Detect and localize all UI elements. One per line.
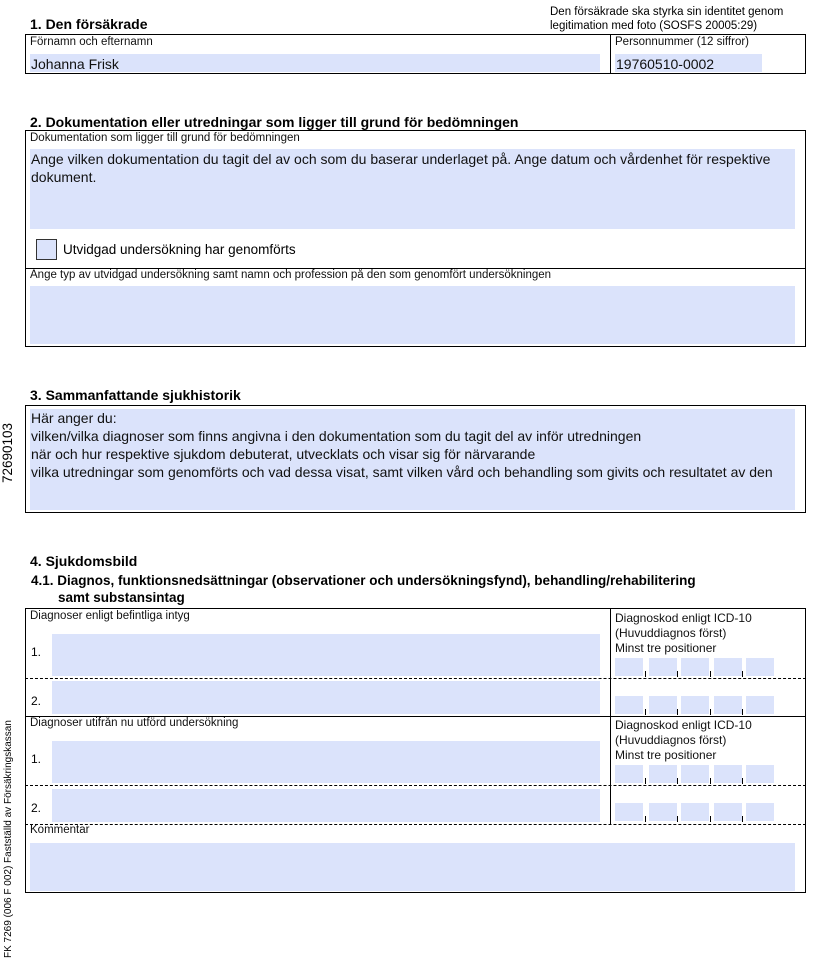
icd-code-cell[interactable]	[681, 696, 709, 714]
comment-label: Kommentar	[30, 824, 90, 836]
history-line-2: vilken/vilka diagnoser som finns angivna i den dokumentation som du tagit del av inför utredningen	[31, 428, 642, 444]
icd-code-cell[interactable]	[649, 696, 677, 714]
icd-code-cell[interactable]	[746, 765, 774, 783]
form-footer: FK 7269 (006 F 002) Fastställd av Försäkringskassan	[3, 720, 14, 958]
icd-code-cell[interactable]	[746, 803, 774, 821]
section-3-title: 3. Sammanfattande sjukhistorik	[30, 387, 241, 403]
new-diagnosis-1-field[interactable]	[52, 741, 600, 783]
row-number: 1.	[31, 752, 42, 766]
extended-exam-checkbox[interactable]	[36, 239, 57, 260]
icd-code-cell[interactable]	[649, 765, 677, 783]
icd-label-new: Diagnoskod enligt ICD-10 (Huvuddiagnos först) Minst tre positioner	[615, 718, 752, 762]
name-field[interactable]: Johanna Frisk	[30, 54, 600, 72]
icd-code-cell[interactable]	[649, 803, 677, 821]
personnummer-label: Personnummer (12 siffror)	[615, 36, 749, 48]
extended-exam-details-field[interactable]	[30, 286, 795, 344]
history-line-4: vilka utredningar som genomförts och vad dessa visat, samt vilken vård och behandling som givits och resultatet av den	[31, 464, 773, 480]
icd-code-cell[interactable]	[615, 803, 643, 821]
medical-history-field[interactable]	[30, 409, 795, 510]
section-4-1-title-cont: samt substansintag	[58, 590, 185, 605]
icd-code-cell[interactable]	[714, 696, 742, 714]
personnummer-field[interactable]: 19760510-0002	[615, 54, 762, 72]
row-number: 2.	[31, 801, 42, 815]
icd-code-cell[interactable]	[714, 803, 742, 821]
icd-label-existing: Diagnoskod enligt ICD-10 (Huvuddiagnos först) Minst tre positioner	[615, 611, 752, 655]
new-diagnoses-label: Diagnoser utifrån nu utförd undersökning	[30, 717, 239, 729]
icd-code-cell[interactable]	[649, 658, 677, 676]
comment-field[interactable]	[30, 843, 795, 891]
icd-code-cell[interactable]	[746, 696, 774, 714]
extended-exam-details-label: Ange typ av utvidgad undersökning samt namn och profession på den som genomfört undersökningen	[30, 269, 552, 281]
icd-code-cell[interactable]	[615, 658, 643, 676]
icd-code-cell[interactable]	[681, 658, 709, 676]
identity-note: Den försäkrade ska styrka sin identitet genom legitimation med foto (SOSFS 20005:29)	[550, 6, 784, 32]
existing-diagnoses-label: Diagnoser enligt befintliga intyg	[30, 610, 190, 622]
history-line-3: när och hur respektive sjukdom debuterat, utvecklats och visar sig för närvarande	[31, 446, 536, 462]
row-number: 2.	[31, 694, 42, 708]
icd-code-cell[interactable]	[615, 696, 643, 714]
new-diagnosis-2-field[interactable]	[52, 789, 600, 822]
row-number: 1.	[31, 645, 42, 659]
existing-diagnosis-1-field[interactable]	[52, 634, 600, 676]
icd-code-cell[interactable]	[714, 658, 742, 676]
icd-code-cell[interactable]	[714, 765, 742, 783]
documentation-label: Dokumentation som ligger till grund för bedömningen	[30, 132, 300, 144]
icd-code-cell[interactable]	[746, 658, 774, 676]
icd-code-cell[interactable]	[681, 765, 709, 783]
icd-code-cell[interactable]	[615, 765, 643, 783]
form-number: 72690103	[0, 422, 15, 483]
section-4-1-title: 4.1. Diagnos, funktionsnedsättningar (observationer och undersökningsfynd), behandling/rehabilitering	[31, 573, 696, 588]
section-4-title: 4. Sjukdomsbild	[30, 553, 138, 569]
section-1-title: 1. Den försäkrade	[30, 16, 148, 32]
existing-diagnosis-2-field[interactable]	[52, 681, 600, 714]
icd-code-cell[interactable]	[681, 803, 709, 821]
history-line-1: Här anger du:	[31, 410, 117, 426]
documentation-field[interactable]: Ange vilken dokumentation du tagit del av och som du baserar underlaget på. Ange datum och vårdenhet för respektive dokument.	[30, 149, 795, 229]
extended-exam-label: Utvidgad undersökning har genomförts	[63, 242, 296, 257]
section-2-title: 2. Dokumentation eller utredningar som ligger till grund för bedömningen	[30, 114, 519, 130]
name-label: Förnamn och efternamn	[30, 36, 153, 48]
